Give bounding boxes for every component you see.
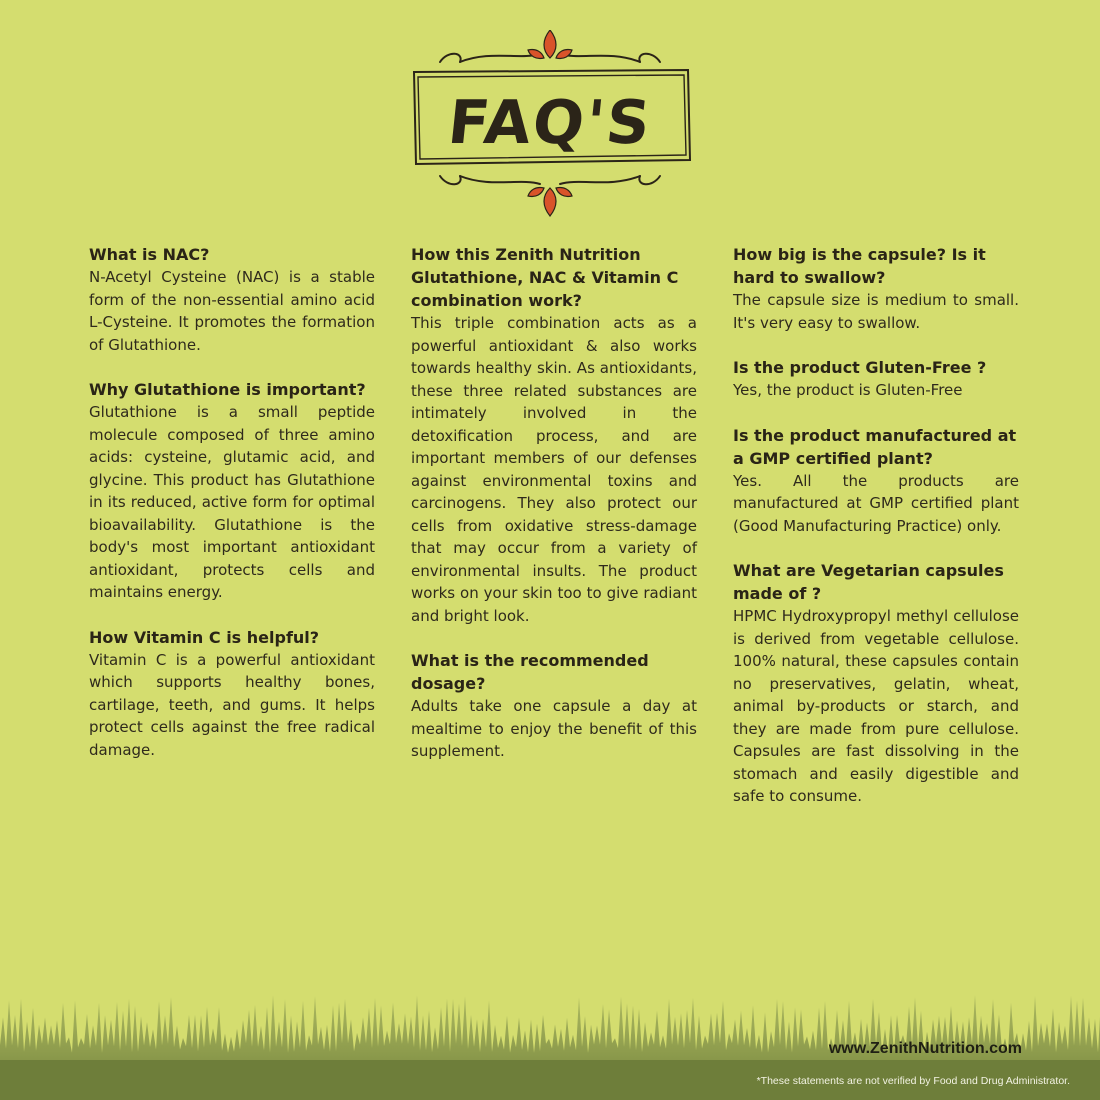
faq-answer: Yes. All the products are manufactured at GMP certified plant (Good Manufacturing Practice) only. (733, 471, 1019, 535)
faq-item (733, 559, 1019, 808)
faq-answer: This triple combination acts as a powerful antioxidant & also works towards healthy skin. As antioxidants, these three related substances are intimately involved in the detoxification process, and are important members of our defenses against environmental toxins and carcinogens. They also protect our cells from oxidative stress-damage that may occur from a variety of environmental insults. The product works on your skin too to give radiant and bright look. (411, 314, 697, 625)
website-link[interactable]: www.ZenithNutrition.com (828, 1040, 1022, 1057)
faq-column-3 (733, 243, 1019, 830)
faq-question: What is the recommended dosage? (411, 651, 649, 693)
page-title: FAQ'S (444, 88, 656, 158)
faq-answer: Adults take one capsule a day at mealtime to enjoy the benefit of this supplement. (411, 697, 697, 760)
faq-question: Why Glutathione is important? (89, 380, 366, 399)
faq-question: How big is the capsule? Is it hard to swallow? (733, 245, 986, 287)
fda-disclaimer: *These statements are not verified by Food and Drug Administrator. (756, 1075, 1070, 1087)
faq-question: What is NAC? (89, 245, 210, 264)
faq-item (89, 626, 375, 762)
faq-question: How this Zenith Nutrition Glutathione, NAC & Vitamin C combination work? (411, 245, 679, 310)
faq-item (89, 243, 375, 356)
faq-question: How Vitamin C is helpful? (89, 627, 320, 647)
faq-item (411, 649, 697, 763)
faq-column-2 (411, 243, 697, 785)
faq-answer: Vitamin C is a powerful antioxidant which supports healthy bones, cartilage, teeth, and gums. It helps protect cells against the free radical damage. (89, 650, 375, 759)
faq-answer: Yes, the product is Gluten-Free (733, 381, 963, 399)
faq-column-1 (89, 243, 375, 783)
faq-item (89, 378, 375, 604)
faq-item (411, 243, 697, 627)
faq-question: What are Vegetarian capsules made of ? (733, 561, 1004, 603)
faq-question: Is the product Gluten-Free ? (733, 358, 987, 377)
faq-answer: N-Acetyl Cysteine (NAC) is a stable form of the non-essential amino acid L-Cysteine. It promotes the formation of Glutathione. (89, 268, 375, 354)
faq-item (733, 424, 1019, 538)
faq-answer: HPMC Hydroxypropyl methyl cellulose is derived from vegetable cellulose. 100% natural, these capsules contain no preservatives, gelatin, wheat, animal by-products or starch, and they are made from pure cellulose. Capsules are fast dissolving in the stomach and easily digestible and safe to consume. (733, 607, 1019, 805)
faq-item (733, 243, 1019, 334)
faq-answer: The capsule size is medium to small. It's very easy to swallow. (733, 291, 1019, 332)
faq-item (733, 356, 1019, 402)
faq-answer: Glutathione is a small peptide molecule composed of three amino acids: cysteine, glutamic acid, and glycine. This product has Glutathione in its reduced, active form for optimal bioavailability. Glutathione is the body's most important antioxidant antioxidant, protects cells and maintains energy. (89, 403, 375, 601)
faq-question: Is the product manufactured at a GMP certified plant? (733, 425, 1017, 468)
